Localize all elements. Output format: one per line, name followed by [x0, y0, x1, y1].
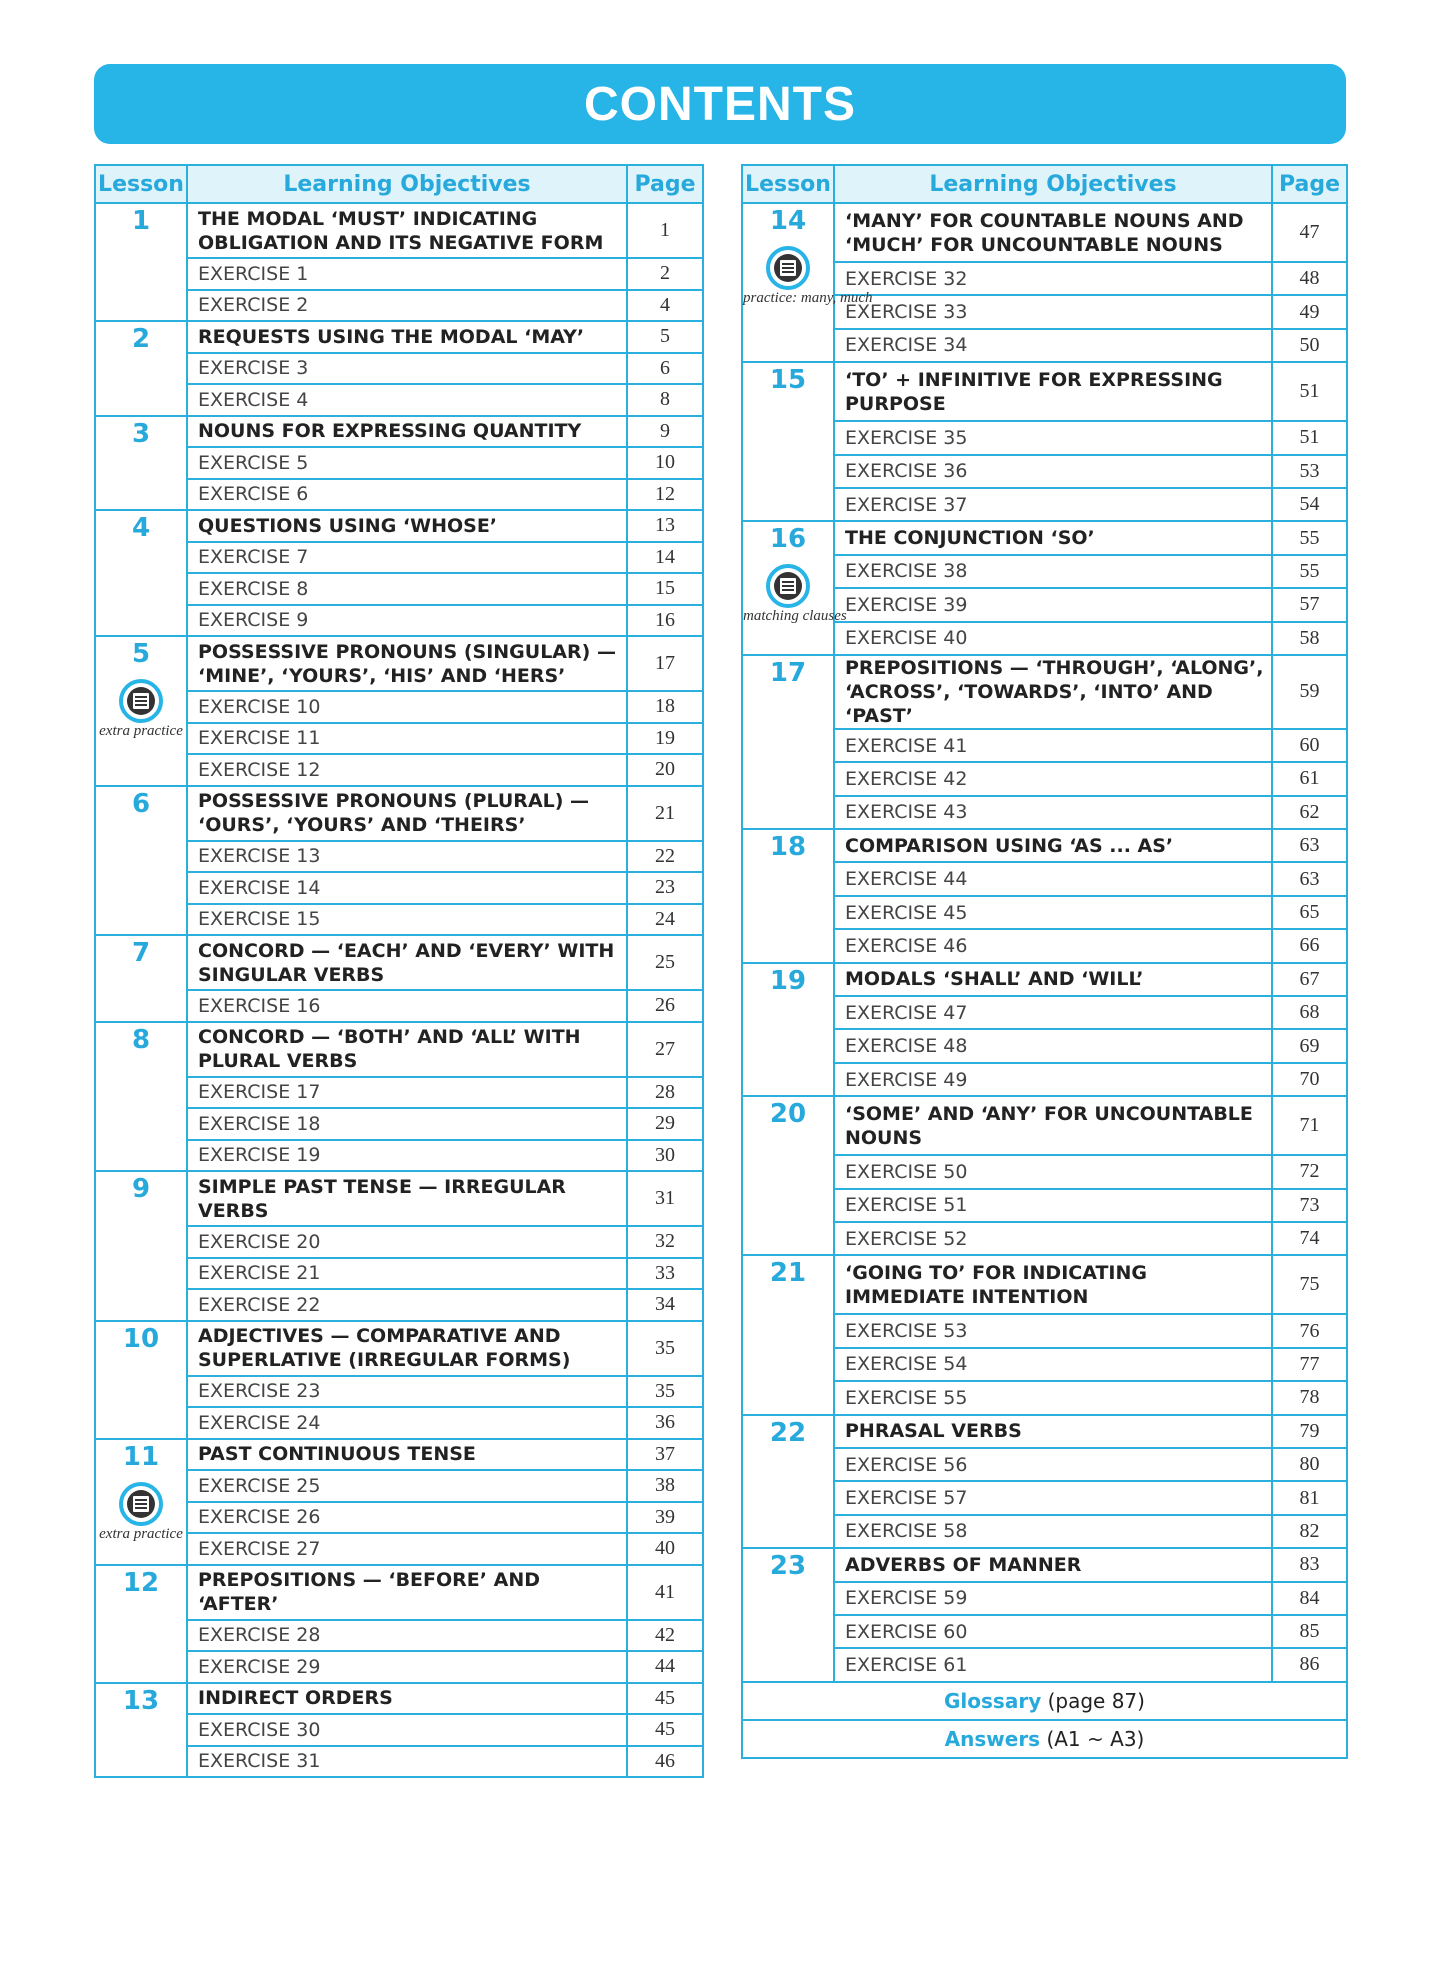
page-number: 15	[627, 573, 703, 605]
page-number: 33	[627, 1258, 703, 1290]
exercise-entry[interactable]: EXERCISE 61	[834, 1648, 1272, 1681]
page-number: 35	[627, 1376, 703, 1408]
page-number: 6	[627, 353, 703, 385]
toc-table-right	[741, 164, 1348, 1759]
page-number: 86	[1272, 1648, 1347, 1681]
page-number: 55	[1272, 555, 1347, 588]
page-number: 10	[627, 447, 703, 479]
page-number: 78	[1272, 1381, 1347, 1414]
page-number: 20	[627, 754, 703, 786]
exercise-entry[interactable]: EXERCISE 11	[187, 723, 627, 755]
table-row	[742, 362, 1347, 421]
page-number: 9	[627, 416, 703, 448]
lesson-title[interactable]: PREPOSITIONS — ‘BEFORE’ AND ‘AFTER’	[187, 1565, 627, 1620]
page-number: 83	[1272, 1548, 1347, 1581]
lesson-title[interactable]: POSSESSIVE PRONOUNS (SINGULAR) — ‘MINE’, ‘YOURS’, ‘HIS’ AND ‘HERS’	[187, 636, 627, 691]
exercise-entry[interactable]: EXERCISE 57	[834, 1481, 1272, 1514]
page-title: CONTENTS	[584, 77, 856, 131]
lesson-number: 17	[769, 657, 807, 688]
lesson-title[interactable]: INDIRECT ORDERS	[187, 1683, 627, 1715]
page-number: 25	[627, 935, 703, 990]
answers-link[interactable]	[742, 1720, 1347, 1758]
page-number: 26	[627, 990, 703, 1022]
table-row	[742, 1255, 1347, 1314]
header-page: Page	[1272, 165, 1347, 203]
page-number: 12	[627, 479, 703, 511]
exercise-entry[interactable]: EXERCISE 1	[187, 258, 627, 290]
lesson-title[interactable]: ‘TO’ + INFINITIVE FOR EXPRESSING PURPOSE	[834, 362, 1272, 421]
lesson-cell	[95, 1171, 187, 1321]
lesson-number: 19	[769, 965, 807, 996]
exercise-entry[interactable]: EXERCISE 8	[187, 573, 627, 605]
page-number: 55	[1272, 521, 1347, 554]
exercise-entry[interactable]: EXERCISE 2	[187, 290, 627, 322]
table-row	[95, 1321, 703, 1376]
exercise-entry[interactable]: EXERCISE 42	[834, 762, 1272, 795]
toc-left-body	[95, 203, 703, 1777]
contents-banner	[94, 64, 1346, 144]
header-page: Page	[627, 165, 703, 203]
exercise-entry[interactable]: EXERCISE 58	[834, 1515, 1272, 1548]
page-number: 49	[1272, 295, 1347, 328]
exercise-entry[interactable]: EXERCISE 32	[834, 262, 1272, 295]
lesson-number: 14	[769, 206, 807, 236]
exercise-entry[interactable]: EXERCISE 44	[834, 862, 1272, 895]
exercise-entry[interactable]: EXERCISE 49	[834, 1063, 1272, 1096]
page-number: 1	[627, 203, 703, 258]
lesson-number: 23	[769, 1551, 807, 1582]
lesson-number: 1	[131, 206, 151, 236]
lesson-number: 7	[131, 938, 151, 968]
table-row	[742, 1415, 1347, 1448]
page-number: 77	[1272, 1348, 1347, 1381]
lesson-number: 18	[769, 832, 807, 863]
header-objectives: Learning Objectives	[834, 165, 1272, 203]
exercise-entry[interactable]: EXERCISE 19	[187, 1140, 627, 1172]
lesson-number: 4	[131, 513, 151, 543]
lesson-title[interactable]: ‘SOME’ AND ‘ANY’ FOR UNCOUNTABLE NOUNS	[834, 1096, 1272, 1155]
lesson-cell	[95, 1565, 187, 1683]
page-number: 51	[1272, 421, 1347, 454]
table-row	[742, 829, 1347, 862]
lesson-number: 2	[131, 324, 151, 354]
badge-label: extra practice	[99, 1525, 183, 1542]
page-number: 62	[1272, 796, 1347, 829]
exercise-entry[interactable]: EXERCISE 59	[834, 1582, 1272, 1615]
table-row	[95, 416, 703, 448]
exercise-entry[interactable]: EXERCISE 15	[187, 904, 627, 936]
table-row	[95, 321, 703, 353]
exercise-entry[interactable]: EXERCISE 45	[834, 896, 1272, 929]
exercise-entry[interactable]: EXERCISE 13	[187, 841, 627, 873]
lesson-number: 9	[131, 1174, 151, 1204]
lesson-title[interactable]: ADVERBS OF MANNER	[834, 1548, 1272, 1581]
page-number: 35	[627, 1321, 703, 1376]
lesson-title[interactable]: THE MODAL ‘MUST’ INDICATING OBLIGATION AND ITS NEGATIVE FORM	[187, 203, 627, 258]
lesson-title[interactable]: COMPARISON USING ‘AS ... AS’	[834, 829, 1272, 862]
lesson-title[interactable]: PREPOSITIONS — ‘THROUGH’, ‘ALONG’, ‘ACROSS’, ‘TOWARDS’, ‘INTO’ AND ‘PAST’	[834, 655, 1272, 729]
exercise-entry[interactable]: EXERCISE 47	[834, 996, 1272, 1029]
page-number: 79	[1272, 1415, 1347, 1448]
exercise-entry[interactable]: EXERCISE 22	[187, 1289, 627, 1321]
page-number: 23	[627, 872, 703, 904]
exercise-entry[interactable]: EXERCISE 25	[187, 1470, 627, 1502]
page-number: 85	[1272, 1615, 1347, 1648]
toc-table-left	[94, 164, 704, 1778]
page-number: 68	[1272, 996, 1347, 1029]
exercise-entry[interactable]: EXERCISE 12	[187, 754, 627, 786]
table-row	[95, 1171, 703, 1226]
table-row	[742, 203, 1347, 262]
answers-label: Answers	[944, 1726, 1041, 1751]
lesson-title[interactable]: MODALS ‘SHALL’ AND ‘WILL’	[834, 963, 1272, 996]
lesson-cell	[742, 521, 847, 655]
exercise-entry[interactable]: EXERCISE 34	[834, 329, 1272, 362]
page-number: 50	[1272, 329, 1347, 362]
glossary-label: Glossary	[944, 1688, 1042, 1713]
lesson-cell	[742, 1415, 834, 1549]
lesson-title[interactable]: CONCORD — ‘BOTH’ AND ‘ALL’ WITH PLURAL VERBS	[187, 1022, 627, 1077]
page-number: 30	[627, 1140, 703, 1172]
page-number: 73	[1272, 1189, 1347, 1222]
table-header-row	[742, 165, 1347, 203]
exercise-entry[interactable]: EXERCISE 28	[187, 1620, 627, 1652]
table-header-row	[95, 165, 703, 203]
exercise-entry[interactable]: EXERCISE 36	[834, 455, 1272, 488]
page-number: 2	[627, 258, 703, 290]
page-number: 57	[1272, 588, 1347, 621]
exercise-entry[interactable]: EXERCISE 16	[187, 990, 627, 1022]
exercise-entry[interactable]: EXERCISE 53	[834, 1314, 1272, 1347]
lesson-cell	[95, 636, 187, 786]
lesson-title[interactable]: THE CONJUNCTION ‘SO’	[834, 521, 1272, 554]
page-number: 65	[1272, 896, 1347, 929]
page-number: 16	[627, 605, 703, 637]
lesson-number: 5	[131, 639, 151, 669]
exercise-entry[interactable]: EXERCISE 54	[834, 1348, 1272, 1381]
page-number: 14	[627, 542, 703, 574]
page-number: 70	[1272, 1063, 1347, 1096]
lesson-number: 6	[131, 788, 151, 819]
page-number: 28	[627, 1077, 703, 1109]
page-number: 19	[627, 723, 703, 755]
lesson-title[interactable]: ADJECTIVES — COMPARATIVE AND SUPERLATIVE (IRREGULAR FORMS)	[187, 1321, 627, 1376]
exercise-entry[interactable]: EXERCISE 24	[187, 1407, 627, 1439]
header-objectives: Learning Objectives	[187, 165, 627, 203]
page-number: 60	[1272, 729, 1347, 762]
page-number: 17	[627, 636, 703, 691]
page-number: 32	[627, 1226, 703, 1258]
page-number: 82	[1272, 1515, 1347, 1548]
lesson-title[interactable]: QUESTIONS USING ‘WHOSE’	[187, 510, 627, 542]
lesson-title[interactable]: PAST CONTINUOUS TENSE	[187, 1439, 627, 1471]
page-number: 58	[1272, 622, 1347, 655]
exercise-entry[interactable]: EXERCISE 20	[187, 1226, 627, 1258]
page-number: 75	[1272, 1255, 1347, 1314]
exercise-entry[interactable]: EXERCISE 9	[187, 605, 627, 637]
exercise-entry[interactable]: EXERCISE 14	[187, 872, 627, 904]
page-number: 42	[627, 1620, 703, 1652]
exercise-entry[interactable]: EXERCISE 29	[187, 1651, 627, 1683]
page-number: 38	[627, 1470, 703, 1502]
lesson-title[interactable]: POSSESSIVE PRONOUNS (PLURAL) — ‘OURS’, ‘YOURS’ AND ‘THEIRS’	[187, 786, 627, 841]
exercise-entry[interactable]: EXERCISE 6	[187, 479, 627, 511]
lesson-cell	[95, 321, 187, 416]
page-number: 61	[1272, 762, 1347, 795]
table-row	[95, 203, 703, 258]
badge-label: extra practice	[99, 723, 183, 739]
exercise-entry[interactable]: EXERCISE 48	[834, 1029, 1272, 1062]
page-number: 5	[627, 321, 703, 353]
lesson-title[interactable]: CONCORD — ‘EACH’ AND ‘EVERY’ WITH SINGULAR VERBS	[187, 935, 627, 990]
page-number: 34	[627, 1289, 703, 1321]
page-number: 63	[1272, 829, 1347, 862]
lesson-title[interactable]: ‘GOING TO’ FOR INDICATING IMMEDIATE INTENTION	[834, 1255, 1272, 1314]
lesson-cell	[95, 935, 187, 1022]
exercise-entry[interactable]: EXERCISE 7	[187, 542, 627, 574]
table-row	[742, 1096, 1347, 1155]
page-number: 59	[1272, 655, 1347, 729]
worksheet-badge-icon	[119, 679, 163, 723]
exercise-entry[interactable]: EXERCISE 55	[834, 1381, 1272, 1414]
lesson-cell	[95, 510, 187, 636]
exercise-entry[interactable]: EXERCISE 46	[834, 929, 1272, 962]
header-lesson: Lesson	[95, 165, 187, 203]
lesson-number: 22	[769, 1417, 807, 1448]
lesson-cell	[742, 963, 834, 1097]
lesson-cell	[742, 203, 873, 362]
lesson-number: 20	[769, 1099, 807, 1130]
badge-label: matching clauses	[743, 608, 847, 625]
worksheet-badge-icon	[766, 246, 810, 290]
lesson-number: 11	[122, 1441, 160, 1472]
table-row	[95, 510, 703, 542]
lesson-cell	[742, 829, 834, 963]
page-number: 63	[1272, 862, 1347, 895]
lesson-number: 13	[122, 1685, 160, 1716]
lesson-title[interactable]: ‘MANY’ FOR COUNTABLE NOUNS AND ‘MUCH’ FOR UNCOUNTABLE NOUNS	[834, 203, 1272, 262]
table-row	[742, 1548, 1347, 1581]
table-row	[95, 1565, 703, 1620]
page-number: 47	[1272, 203, 1347, 262]
table-row	[742, 655, 1347, 729]
exercise-entry[interactable]: EXERCISE 40	[834, 622, 1272, 655]
lesson-number: 21	[769, 1258, 807, 1289]
exercise-entry[interactable]: EXERCISE 41	[834, 729, 1272, 762]
exercise-entry[interactable]: EXERCISE 43	[834, 796, 1272, 829]
header-lesson: Lesson	[742, 165, 834, 203]
worksheet-badge-icon	[119, 1482, 163, 1526]
toc-right-body	[742, 203, 1347, 1682]
exercise-entry[interactable]: EXERCISE 60	[834, 1615, 1272, 1648]
table-row	[95, 1439, 703, 1471]
page-number: 67	[1272, 963, 1347, 996]
toc-footer	[742, 1682, 1347, 1758]
exercise-entry[interactable]: EXERCISE 21	[187, 1258, 627, 1290]
page-number: 71	[1272, 1096, 1347, 1155]
page-number: 45	[627, 1683, 703, 1715]
exercise-entry[interactable]: EXERCISE 56	[834, 1448, 1272, 1481]
lesson-cell	[95, 786, 187, 936]
page-number: 66	[1272, 929, 1347, 962]
page-number: 46	[627, 1746, 703, 1778]
page-number: 45	[627, 1714, 703, 1746]
lesson-cell	[95, 1022, 187, 1172]
exercise-entry[interactable]: EXERCISE 17	[187, 1077, 627, 1109]
exercise-entry[interactable]: EXERCISE 38	[834, 555, 1272, 588]
exercise-entry[interactable]: EXERCISE 51	[834, 1189, 1272, 1222]
lesson-number: 12	[122, 1567, 160, 1598]
lesson-cell	[95, 416, 187, 511]
exercise-entry[interactable]: EXERCISE 26	[187, 1502, 627, 1534]
lesson-number: 8	[131, 1024, 151, 1055]
worksheet-badge-icon	[766, 564, 810, 608]
page-number: 76	[1272, 1314, 1347, 1347]
lesson-cell	[742, 362, 834, 521]
page-number: 36	[627, 1407, 703, 1439]
exercise-entry[interactable]: EXERCISE 23	[187, 1376, 627, 1408]
lesson-cell	[95, 1439, 187, 1565]
badge-label: practice: many, much	[743, 290, 873, 306]
glossary-link[interactable]	[742, 1682, 1347, 1720]
lesson-cell	[742, 1255, 834, 1414]
page-number: 84	[1272, 1582, 1347, 1615]
exercise-entry[interactable]: EXERCISE 33	[834, 295, 1272, 328]
lesson-cell	[95, 203, 187, 321]
page-number: 74	[1272, 1222, 1347, 1255]
page-number: 39	[627, 1502, 703, 1534]
page-number: 4	[627, 290, 703, 322]
exercise-entry[interactable]: EXERCISE 27	[187, 1533, 627, 1565]
exercise-entry[interactable]: EXERCISE 30	[187, 1714, 627, 1746]
exercise-entry[interactable]: EXERCISE 10	[187, 691, 627, 723]
exercise-entry[interactable]: EXERCISE 3	[187, 353, 627, 385]
page-number: 21	[627, 786, 703, 841]
table-row	[95, 636, 703, 691]
page-number: 27	[627, 1022, 703, 1077]
table-row	[95, 935, 703, 990]
lesson-title[interactable]: REQUESTS USING THE MODAL ‘MAY’	[187, 321, 627, 353]
exercise-entry[interactable]: EXERCISE 5	[187, 447, 627, 479]
page-number: 80	[1272, 1448, 1347, 1481]
exercise-entry[interactable]: EXERCISE 52	[834, 1222, 1272, 1255]
page-number: 8	[627, 384, 703, 416]
lesson-cell	[742, 1548, 834, 1682]
exercise-entry[interactable]: EXERCISE 37	[834, 488, 1272, 521]
page-number: 81	[1272, 1481, 1347, 1514]
exercise-entry[interactable]: EXERCISE 50	[834, 1155, 1272, 1188]
page-number: 22	[627, 841, 703, 873]
lesson-cell	[95, 1683, 187, 1778]
page-number: 69	[1272, 1029, 1347, 1062]
page-number: 53	[1272, 455, 1347, 488]
page-number: 72	[1272, 1155, 1347, 1188]
lesson-number: 16	[769, 524, 807, 555]
page-number: 44	[627, 1651, 703, 1683]
lesson-title[interactable]: PHRASAL VERBS	[834, 1415, 1272, 1448]
lesson-cell	[95, 1321, 187, 1439]
table-row	[742, 963, 1347, 996]
exercise-entry[interactable]: EXERCISE 18	[187, 1108, 627, 1140]
lesson-number: 15	[769, 365, 807, 396]
footer-answers-row[interactable]	[742, 1720, 1347, 1758]
footer-glossary-row[interactable]	[742, 1682, 1347, 1720]
exercise-entry[interactable]: EXERCISE 31	[187, 1746, 627, 1778]
table-row	[95, 1683, 703, 1715]
page-number: 37	[627, 1439, 703, 1471]
page-number: 48	[1272, 262, 1347, 295]
page-number: 13	[627, 510, 703, 542]
exercise-entry[interactable]: EXERCISE 4	[187, 384, 627, 416]
exercise-entry[interactable]: EXERCISE 39	[834, 588, 1272, 621]
page-number: 24	[627, 904, 703, 936]
answers-detail: (A1 ~ A3)	[1040, 1726, 1145, 1751]
lesson-title[interactable]: SIMPLE PAST TENSE — IRREGULAR VERBS	[187, 1171, 627, 1226]
table-row	[95, 1022, 703, 1077]
lesson-number: 10	[122, 1323, 160, 1354]
page-number: 29	[627, 1108, 703, 1140]
lesson-title[interactable]: NOUNS FOR EXPRESSING QUANTITY	[187, 416, 627, 448]
table-row	[95, 786, 703, 841]
exercise-entry[interactable]: EXERCISE 35	[834, 421, 1272, 454]
page-number: 54	[1272, 488, 1347, 521]
lesson-cell	[742, 655, 834, 829]
lesson-cell	[742, 1096, 834, 1255]
page-number: 31	[627, 1171, 703, 1226]
table-row	[742, 521, 1347, 554]
glossary-detail: (page 87)	[1041, 1688, 1145, 1713]
page-number: 41	[627, 1565, 703, 1620]
page-number: 51	[1272, 362, 1347, 421]
lesson-number: 3	[131, 418, 151, 449]
page-number: 40	[627, 1533, 703, 1565]
page-number: 18	[627, 691, 703, 723]
